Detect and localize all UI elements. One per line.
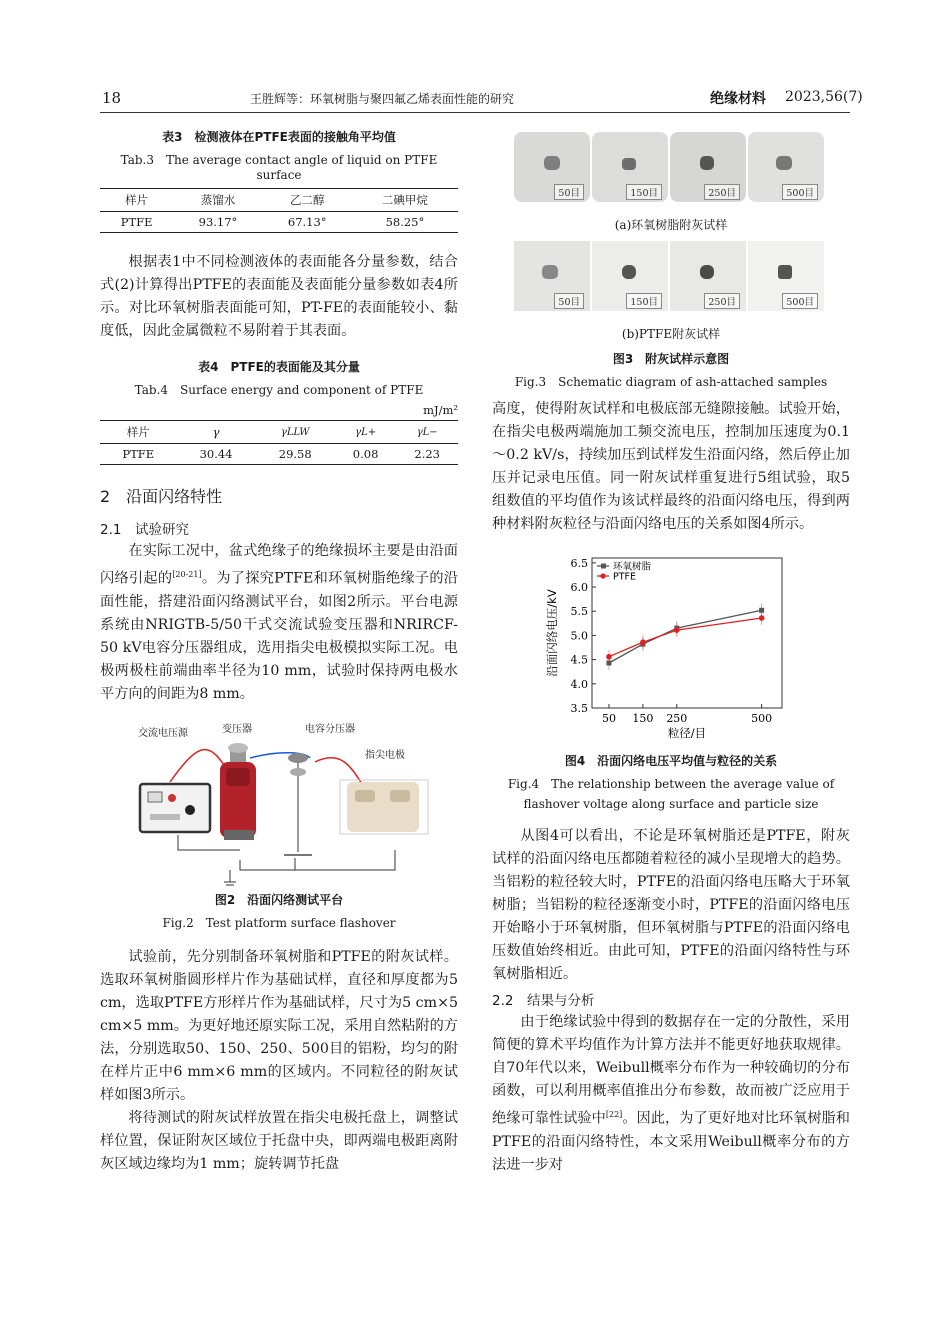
section-heading: 2 沿面闪络特性 — [100, 487, 223, 506]
ash-spot — [622, 265, 636, 279]
mesh-label: 500目 — [782, 293, 818, 309]
figure3-row-b — [514, 239, 826, 319]
data-point — [674, 627, 680, 633]
table4-caption-en: Tab.4 Surface energy and component of PTFE — [134, 383, 424, 397]
table4-header-cell: γLLW — [256, 421, 335, 444]
paragraph — [100, 251, 458, 343]
ptfe-sample-250 — [670, 241, 746, 311]
ash-spot — [778, 265, 792, 279]
legend-marker — [601, 564, 606, 569]
table3-header-cell: 蒸馏水 — [173, 189, 262, 212]
table4-unit: mJ/m² — [423, 403, 458, 417]
fig2-label-electrode: 指尖电极 — [365, 749, 405, 761]
page-number: 18 — [102, 89, 122, 107]
epoxy-sample-250 — [670, 132, 746, 202]
ash-spot — [544, 156, 560, 170]
table3-header-cell: 二碘甲烷 — [352, 189, 458, 212]
table3-header-row — [100, 189, 458, 212]
fig2-label-divider: 电容分压器 — [305, 723, 355, 735]
table3-cell: PTFE — [100, 212, 173, 233]
journal-name: 绝缘材料 — [710, 91, 766, 107]
paragraph — [492, 825, 850, 986]
paragraph-text — [492, 1011, 850, 1177]
citation: [20-21] — [172, 570, 202, 579]
table4-cell: 29.58 — [256, 444, 335, 465]
paragraph-text: 从图4可以看出，不论是环氧树脂还是PTFE，附灰试样的沿面闪络电压都随着粒径的减小呈现增大的趋势。当铝粉的粒径较大时，PTFE的沿面闪络电压略大于环氧树脂；当铝粉的粒径逐渐变小时，PTFE的沿面闪络电压开始略小于环氧树脂，但环氧树脂与PTFE的沿面闪络电压数值始终相近。由此可知，PTFE的沿面闪络特性与环氧树脂相近。 — [492, 828, 850, 982]
x-tick-label: 250 — [666, 712, 688, 725]
table3-header-cell: 样片 — [100, 189, 173, 212]
x-tick-label: 150 — [632, 712, 654, 725]
table4-cell: 30.44 — [176, 444, 255, 465]
table4-cell: PTFE — [100, 444, 176, 465]
table4-header-row — [100, 421, 458, 444]
table4-cell: 0.08 — [335, 444, 397, 465]
table3 — [100, 188, 458, 233]
subsection-heading: 2.2 结果与分析 — [492, 993, 595, 1009]
ptfe-sample-500 — [748, 241, 824, 311]
epoxy-sample-50 — [514, 132, 590, 202]
paragraph-text-part: 。因此，为了更好地对比环氧树脂和PTFE的沿面闪络特性，本文采用Weibull概率分布的方法进一步对 — [492, 1110, 850, 1173]
mesh-label: 150目 — [626, 184, 662, 200]
paragraph — [100, 540, 458, 706]
mesh-label: 50目 — [554, 184, 584, 200]
mesh-label: 150目 — [626, 293, 662, 309]
table3-cell: 93.17° — [173, 212, 262, 233]
legend-marker — [600, 573, 605, 578]
x-tick-label: 50 — [601, 712, 616, 725]
running-title: 王胜辉等：环氧树脂与聚四氟乙烯表面性能的研究 — [250, 92, 515, 106]
figure2 — [100, 720, 458, 888]
fig4-caption-en-2: flashover voltage along surface and particle size — [523, 797, 819, 811]
left-column — [100, 124, 458, 1176]
ash-spot — [542, 265, 558, 279]
ash-spot — [622, 158, 636, 170]
y-tick-label: 4.0 — [570, 677, 588, 691]
paragraph-text: 根据表1中不同检测液体的表面能各分量参数，结合式(2)计算得出PTFE的表面能及表面能分量参数如表4所示。对比环氧树脂表面能可知，PT-FE的表面能较小、黏度低，因此金属微粒不易附着于其表面。 — [100, 254, 458, 339]
table4-row — [100, 444, 458, 465]
y-tick-label: 6.5 — [570, 556, 588, 570]
figure3-row-a — [514, 124, 826, 212]
mesh-label: 250目 — [704, 184, 740, 200]
page-header — [100, 86, 863, 113]
epoxy-sample-150 — [592, 132, 668, 202]
paragraph-text-part: 由于绝缘试验中得到的数据存在一定的分散性，采用简便的算术平均值作为计算方法并不能更好地获取规律。自70年代以来，Weibull概率分布作为一种较确切的分布函数，可以利用概率值推出分布参数，故而被广泛应用于绝缘可靠性试验中 — [492, 1014, 850, 1127]
legend-label: 环氧树脂 — [613, 561, 652, 573]
y-tick-label: 5.5 — [570, 605, 588, 619]
table4 — [100, 420, 458, 465]
issue-info: 2023,56(7) — [785, 89, 863, 105]
data-point — [606, 654, 612, 660]
figure4 — [492, 550, 850, 750]
y-tick-label: 3.5 — [570, 702, 588, 715]
fig2-caption-en: Fig.2 Test platform surface flashover — [162, 915, 396, 930]
paragraph-text-part: 。为了探究PTFE和环氧树脂绝缘子的沿面性能，搭建沿面闪络测试平台，如图2所示。平台电源系统由NRIGTB-5/50干式交流试验变压器和NRIRCF-50 kV电容分压器组成，选用指尖电极模拟实际工况。电极两极柱前端曲率半径为10 mm，试验时保持两电极水平方向的间距为8 mm。 — [100, 570, 458, 702]
y-tick-label: 6.0 — [570, 581, 588, 595]
table3-cell: 58.25° — [352, 212, 458, 233]
fig4-chart — [492, 550, 850, 750]
fig2-caption-cn: 图2 沿面闪络测试平台 — [214, 892, 344, 907]
paragraph — [492, 1011, 850, 1177]
table4-header-cell: γL− — [396, 421, 458, 444]
legend-label: PTFE — [613, 571, 636, 583]
ash-spot — [700, 156, 714, 170]
ash-spot — [776, 156, 792, 170]
table3-cell: 67.13° — [263, 212, 352, 233]
x-tick-label: 500 — [751, 712, 773, 725]
ptfe-sample-50 — [514, 241, 590, 311]
fig2-illustration — [100, 720, 458, 888]
table4-header-cell: 样片 — [100, 421, 176, 444]
fig3-subcaption-a: (a)环氧树脂附灰试样 — [614, 218, 728, 232]
y-tick-label: 4.5 — [570, 653, 588, 667]
ash-spot — [700, 265, 714, 279]
fig4-caption-en-1: Fig.4 The relationship between the average value of — [507, 777, 835, 791]
fig3-subcaption-b: (b)PTFE附灰试样 — [621, 327, 721, 341]
paragraph — [492, 398, 850, 536]
y-tick-label: 5.0 — [570, 629, 588, 643]
subsection-heading: 2.1 试验研究 — [100, 522, 189, 538]
fig3-caption-en: Fig.3 Schematic diagram of ash-attached samples — [514, 375, 828, 389]
x-axis-label: 粒径/目 — [667, 726, 707, 740]
paragraph-text: 将待测试的附灰试样放置在指尖电极托盘上，调整试样位置，保证附灰区域位于托盘中央，即两端电极距离附灰区域边缘均为1 mm；旋转调节托盘 — [100, 1109, 458, 1172]
data-point — [640, 639, 646, 645]
paragraph-text — [100, 540, 458, 706]
ptfe-sample-150 — [592, 241, 668, 311]
table3-caption-cn: 表3 检测液体在PTFE表面的接触角平均值 — [162, 130, 396, 144]
table4-header-cell: γ — [176, 421, 255, 444]
table3-header-cell: 乙二醇 — [263, 189, 352, 212]
paragraph-text: 试验前，先分别制备环氧树脂和PTFE的附灰试样。选取环氧树脂圆形样片作为基础试样，直径和厚度都为5 cm，选取PTFE方形样片作为基础试样，尺寸为5 cm×5 cm×5 mm。为更好地还原实际工况，采用自然粘附的方法，分别选取50、150、250、500目的铝粉，均匀的附在样片正中6 mm×6 mm的区域内。不同粒径的附灰试样如图3所示。 — [100, 948, 458, 1103]
data-point — [759, 615, 765, 621]
table3-caption-en: Tab.3 The average contact angle of liquid on PTFE surface — [120, 153, 438, 182]
fig3-caption-cn: 图3 附灰试样示意图 — [612, 352, 730, 366]
right-column — [492, 124, 850, 1177]
paragraph-text-part: 在实际工况中，盆式绝缘子的绝缘损坏主要是由沿面闪络引起的 — [100, 543, 458, 587]
mesh-label: 250目 — [704, 293, 740, 309]
y-axis-label: 沿面闪络电压/kV — [545, 589, 559, 677]
table4-cell: 2.23 — [396, 444, 458, 465]
fig2-label-ac-source: 交流电压源 — [138, 727, 188, 739]
fig2-label-transformer: 变压器 — [222, 723, 252, 735]
table4-header-cell: γL+ — [335, 421, 397, 444]
table4-caption-cn: 表4 PTFE的表面能及其分量 — [198, 360, 360, 374]
table3-row — [100, 212, 458, 233]
series-line — [609, 610, 762, 663]
epoxy-sample-500 — [748, 132, 824, 202]
fig4-caption-cn: 图4 沿面闪络电压平均值与粒径的关系 — [564, 754, 778, 768]
paragraph — [100, 946, 458, 1176]
paragraph-text: 高度，使得附灰试样和电极底部无缝隙接触。试验开始，在指尖电极两端施加工频交流电压，控制加压速度为0.1～0.2 kV/s，持续加压到试样发生沿面闪络，然后停止加压并记录电压值。同一附灰试样重复进行5组试验，取5组数值的平均值作为该试样最终的沿面闪络电压，得到两种材料附灰粒径与沿面闪络电压的关系如图4所示。 — [492, 401, 850, 532]
citation: [22] — [605, 1110, 623, 1119]
mesh-label: 50目 — [554, 293, 584, 309]
mesh-label: 500目 — [782, 184, 818, 200]
